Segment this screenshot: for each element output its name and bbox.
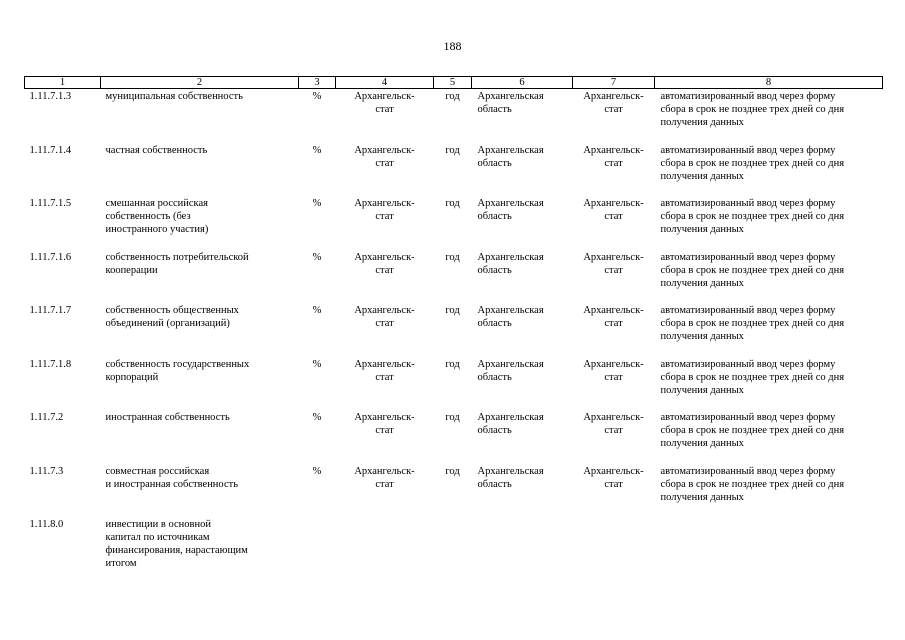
table-row	[25, 303, 883, 357]
indicator-name: иностранная собственность	[105, 412, 230, 423]
periodicity: год	[445, 305, 460, 316]
data-source: Архангельск- стат	[354, 305, 415, 329]
column-number-6: 6	[472, 77, 573, 89]
column-number-5: 5	[434, 77, 472, 89]
indicator-code: 1.11.7.1.7	[29, 305, 72, 316]
data-source: Архангельск- стат	[354, 91, 415, 115]
periodicity: год	[445, 144, 460, 156]
territory-level: Архангельская область	[477, 251, 544, 276]
table-row	[25, 250, 883, 304]
column-number-3: 3	[299, 77, 336, 89]
responsible-body: Архангельск- стат	[583, 251, 644, 276]
data-source: Архангельск- стат	[354, 251, 415, 276]
input-method: автоматизированный ввод через форму сбора в срок не позднее трех дней со дня получения данных	[660, 358, 845, 396]
unit-of-measure	[299, 517, 336, 582]
indicator-code: 1.11.7.2	[29, 412, 64, 423]
responsible-body: Архангельск- стат	[583, 198, 644, 222]
responsible-body: Архангельск- стат	[583, 144, 644, 169]
indicator-name: инвестиции в основной капитал по источникам финансирования, нарастающим итогом	[105, 519, 248, 569]
table-row	[25, 143, 883, 197]
column-number-7: 7	[573, 77, 655, 89]
column-number-4: 4	[336, 77, 434, 89]
input-method: автоматизированный ввод через форму сбора в срок не позднее трех дней со дня получения данных	[660, 144, 845, 182]
indicator-name: частная собственность	[105, 144, 208, 156]
responsible-body: Архангельск- стат	[583, 465, 644, 490]
territory-level: Архангельская область	[477, 358, 544, 383]
input-method: автоматизированный ввод через форму сбора в срок не позднее трех дней со дня получения данных	[660, 465, 845, 503]
column-number-row	[25, 77, 883, 89]
unit-of-measure: %	[312, 91, 322, 102]
data-source: Архангельск- стат	[354, 465, 415, 490]
periodicity: год	[445, 198, 460, 209]
periodicity: год	[445, 251, 460, 263]
unit-of-measure: %	[312, 305, 322, 316]
data-source: Архангельск- стат	[354, 144, 415, 169]
unit-of-measure: %	[312, 465, 322, 477]
table-body	[25, 89, 883, 583]
table-row	[25, 89, 883, 143]
territory-level: Архангельская область	[477, 91, 544, 115]
page-number: 188	[443, 39, 462, 53]
table-row	[25, 410, 883, 464]
table-row	[25, 464, 883, 518]
indicator-name: смешанная российская собственность (без иностранного участия)	[105, 198, 209, 235]
data-source: Архангельск- стат	[354, 358, 415, 383]
indicator-code: 1.11.7.1.5	[29, 198, 72, 209]
indicator-name: совместная российская и иностранная собственность	[105, 465, 238, 490]
data-source	[336, 517, 434, 582]
unit-of-measure: %	[312, 412, 322, 423]
responsible-body: Архангельск- стат	[583, 305, 644, 329]
territory-level: Архангельская область	[477, 198, 544, 222]
periodicity	[434, 517, 472, 582]
column-number-2: 2	[101, 77, 299, 89]
periodicity: год	[445, 358, 460, 370]
indicator-code: 1.11.7.1.3	[29, 91, 72, 102]
unit-of-measure: %	[312, 251, 322, 263]
input-method: автоматизированный ввод через форму сбора в срок не позднее трех дней со дня получения данных	[660, 91, 845, 128]
periodicity: год	[445, 91, 460, 102]
indicator-name: муниципальная собственность	[105, 91, 243, 102]
column-number-8: 8	[655, 77, 883, 89]
indicator-code: 1.11.7.3	[29, 465, 64, 477]
responsible-body: Архангельск- стат	[583, 412, 644, 436]
input-method: автоматизированный ввод через форму сбора в срок не позднее трех дней со дня получения данных	[660, 305, 845, 342]
responsible-body: Архангельск- стат	[583, 91, 644, 115]
indicator-code: 1.11.7.1.4	[29, 144, 72, 156]
periodicity: год	[445, 412, 460, 423]
input-method: автоматизированный ввод через форму сбора в срок не позднее трех дней со дня получения данных	[660, 251, 845, 289]
territory-level: Архангельская область	[477, 144, 544, 169]
territory-level: Архангельская область	[477, 465, 544, 490]
periodicity: год	[445, 465, 460, 477]
table-row	[25, 357, 883, 411]
data-source: Архангельск- стат	[354, 412, 415, 436]
table-row	[25, 517, 883, 582]
territory-level	[472, 517, 573, 582]
responsible-body: Архангельск- стат	[583, 358, 644, 383]
input-method: автоматизированный ввод через форму сбора в срок не позднее трех дней со дня получения данных	[660, 198, 845, 235]
table-header	[25, 77, 883, 89]
territory-level: Архангельская область	[477, 412, 544, 436]
unit-of-measure: %	[312, 358, 322, 370]
input-method: автоматизированный ввод через форму сбора в срок не позднее трех дней со дня получения данных	[660, 412, 845, 449]
indicator-code: 1.11.7.1.6	[29, 251, 72, 263]
indicator-name: собственность государственных корпораций	[105, 358, 250, 383]
data-source: Архангельск- стат	[354, 198, 415, 222]
unit-of-measure: %	[312, 144, 322, 156]
unit-of-measure: %	[312, 198, 322, 209]
responsible-body	[573, 517, 655, 582]
indicator-name: собственность общественных объединений (организаций)	[105, 305, 239, 329]
indicator-code: 1.11.8.0	[29, 519, 64, 530]
table-row	[25, 196, 883, 250]
input-method	[655, 517, 883, 582]
indicator-code: 1.11.7.1.8	[29, 358, 72, 370]
indicator-name: собственность потребительской кооперации	[105, 251, 249, 276]
column-number-1: 1	[25, 77, 101, 89]
indicator-table	[24, 76, 883, 582]
territory-level: Архангельская область	[477, 305, 544, 329]
